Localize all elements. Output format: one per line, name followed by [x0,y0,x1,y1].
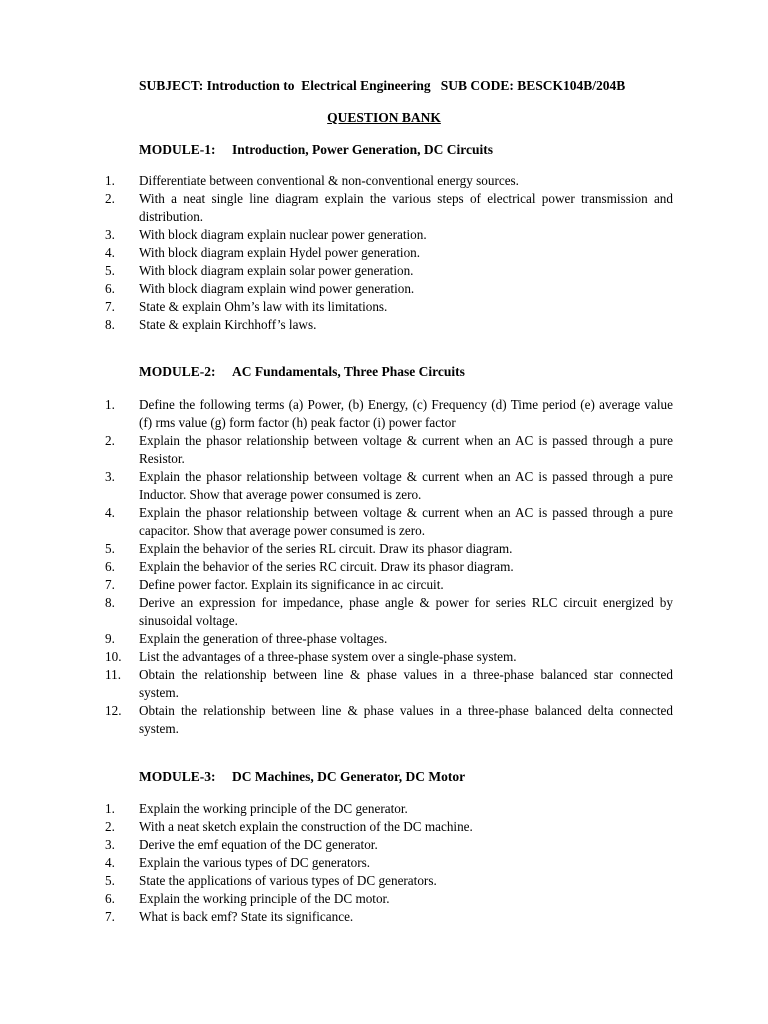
question-item [105,172,673,190]
question-item [105,244,673,262]
question-number: 6. [105,281,115,296]
question-text: With block diagram explain solar power generation. [139,263,414,278]
question-text: Explain the generation of three-phase voltages. [139,631,388,646]
question-text: With block diagram explain nuclear power generation. [139,227,427,242]
question-number: 10. [105,649,122,664]
module-label: MODULE-3: [139,769,216,784]
question-item [105,836,673,854]
question-number: 12. [105,703,122,718]
question-text: Define the following terms (a) Power, (b) Energy, (c) Frequency (d) Time period (e) average value (f) rms value (g) form factor (h) peak factor (i) power factor [139,397,673,430]
question-number: 2. [105,191,115,206]
question-text: Differentiate between conventional & non-conventional energy sources. [139,173,519,188]
question-item [105,280,673,298]
question-text: With a neat single line diagram explain the various steps of electrical power transmission and distribution. [139,191,673,224]
question-number: 4. [105,245,115,260]
question-text: Explain the working principle of the DC generator. [139,801,408,816]
module-2-question-list [105,396,673,738]
question-item [105,504,673,540]
question-item [105,540,673,558]
question-text: Obtain the relationship between line & phase values in a three-phase balanced delta connected system. [139,703,673,736]
question-number: 8. [105,595,115,610]
question-item [105,298,673,316]
question-item [105,818,673,836]
question-text: List the advantages of a three-phase system over a single-phase system. [139,649,517,664]
question-text: With block diagram explain Hydel power generation. [139,245,421,260]
question-item [105,702,673,738]
module-topic: Introduction, Power Generation, DC Circuits [232,142,493,157]
question-text: State the applications of various types of DC generators. [139,873,437,888]
question-text: What is back emf? State its significance. [139,909,354,924]
question-item [105,908,673,926]
question-number: 4. [105,855,115,870]
question-number: 3. [105,227,115,242]
question-text: With block diagram explain wind power generation. [139,281,415,296]
question-number: 5. [105,263,115,278]
question-item [105,854,673,872]
question-item [105,190,673,226]
question-text: Obtain the relationship between line & phase values in a three-phase balanced star connected system. [139,667,673,700]
question-item [105,396,673,432]
question-text: Explain the phasor relationship between voltage & current when an AC is passed through a pure Inductor. Show that average power consumed is zero. [139,469,673,502]
module-1-heading [139,142,493,158]
question-number: 2. [105,433,115,448]
question-text: Explain the behavior of the series RL circuit. Draw its phasor diagram. [139,541,513,556]
question-text: Explain the phasor relationship between voltage & current when an AC is passed through a pure Resistor. [139,433,673,466]
question-item [105,872,673,890]
module-3-heading [139,769,465,785]
question-number: 4. [105,505,115,520]
question-number: 7. [105,577,115,592]
question-item [105,468,673,504]
question-text: Explain the working principle of the DC motor. [139,891,390,906]
question-number: 2. [105,819,115,834]
question-item [105,262,673,280]
question-number: 1. [105,397,115,412]
question-text: State & explain Ohm’s law with its limitations. [139,299,388,314]
question-number: 6. [105,559,115,574]
question-text: Explain the behavior of the series RC circuit. Draw its phasor diagram. [139,559,514,574]
question-number: 11. [105,667,121,682]
question-text: Explain the phasor relationship between voltage & current when an AC is passed through a pure capacitor. Show that average power consumed is zero. [139,505,673,538]
question-number: 7. [105,909,115,924]
question-item [105,666,673,702]
module-2-heading [139,364,465,380]
module-topic: DC Machines, DC Generator, DC Motor [232,769,466,784]
question-text: Explain the various types of DC generators. [139,855,371,870]
question-text: Define power factor. Explain its significance in ac circuit. [139,577,444,592]
question-number: 7. [105,299,115,314]
question-text: With a neat sketch explain the construction of the DC machine. [139,819,473,834]
question-number: 5. [105,541,115,556]
question-number: 3. [105,837,115,852]
question-text: Derive the emf equation of the DC generator. [139,837,378,852]
question-item [105,558,673,576]
module-3-question-list [105,800,673,926]
module-label: MODULE-1: [139,142,216,157]
module-1-question-list [105,172,673,334]
question-number: 8. [105,317,115,332]
module-label: MODULE-2: [139,364,216,379]
subject-line: SUBJECT: Introduction to Electrical Engineering SUB CODE: BESCK104B/204B [139,78,626,93]
question-item [105,630,673,648]
module-topic: AC Fundamentals, Three Phase Circuits [232,364,465,379]
question-number: 5. [105,873,115,888]
question-number: 3. [105,469,115,484]
question-number: 1. [105,173,115,188]
question-number: 6. [105,891,115,906]
question-number: 1. [105,801,115,816]
question-item [105,890,673,908]
page-title: QUESTION BANK [327,110,441,125]
question-item [105,576,673,594]
question-item [105,594,673,630]
question-text: Derive an expression for impedance, phase angle & power for series RLC circuit energized by sinusoidal voltage. [139,595,673,628]
question-item [105,648,673,666]
question-text: State & explain Kirchhoff’s laws. [139,317,317,332]
question-item [105,432,673,468]
question-item [105,226,673,244]
question-item [105,800,673,818]
question-item [105,316,673,334]
question-number: 9. [105,631,115,646]
